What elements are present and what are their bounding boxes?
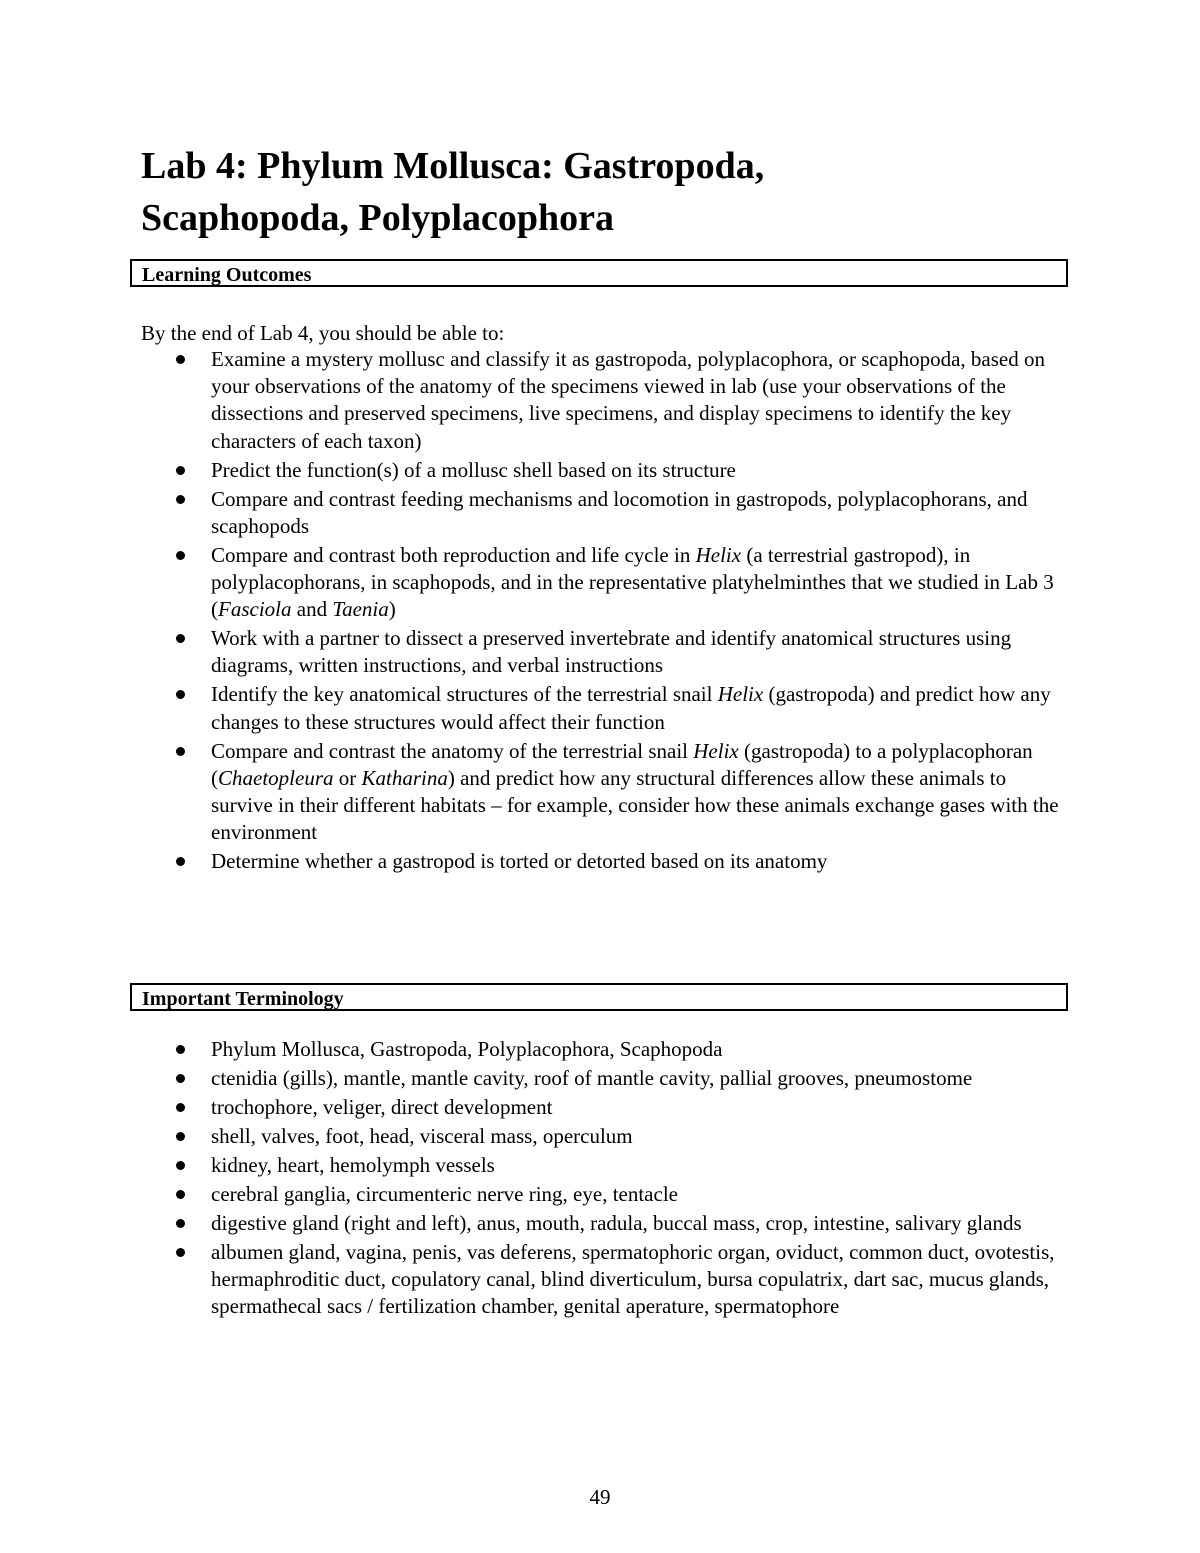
learning-outcomes-heading: Learning Outcomes <box>142 264 312 286</box>
list-item-text: digestive gland (right and left), anus, mouth, radula, buccal mass, crop, intestine, salivary glands <box>211 1211 1022 1235</box>
bullet-icon <box>176 747 185 756</box>
bullet-icon <box>176 551 185 560</box>
list-item <box>166 1065 1066 1092</box>
bullet-icon <box>176 1103 185 1112</box>
list-item-text: Compare and contrast both reproduction and life cycle in Helix (a terrestrial gastropod), in polyplacophorans, in scaphopods, and in the representative platyhelminthes that we studied in Lab 3 (Fasciola and Taenia) <box>211 542 1054 622</box>
list-item-text: Compare and contrast feeding mechanisms and locomotion in gastropods, polyplacophorans, and scaphopods <box>211 486 1028 538</box>
taxon-name: Fasciola <box>218 597 292 622</box>
taxon-name: Chaetopleura <box>218 765 334 790</box>
bullet-icon <box>176 1074 185 1083</box>
bullet-icon <box>176 1248 185 1257</box>
list-item-text: ctenidia (gills), mantle, mantle cavity, roof of mantle cavity, pallial grooves, pneumostome <box>211 1066 973 1090</box>
list-item-text: Determine whether a gastropod is torted or detorted based on its anatomy <box>211 849 828 874</box>
learning-outcomes-header-box <box>130 259 1068 287</box>
bullet-icon <box>176 634 185 643</box>
learning-outcomes-list <box>166 346 1066 877</box>
bullet-icon <box>176 1045 185 1054</box>
important-terminology-header-box <box>130 983 1068 1011</box>
taxon-name: Helix <box>695 542 742 567</box>
taxon-name: Helix <box>717 682 764 707</box>
list-item <box>166 1094 1066 1121</box>
bullet-icon <box>176 466 185 475</box>
list-item-text: Identify the key anatomical structures of the terrestrial snail Helix (gastropoda) and predict how any changes to these structures would affect their function <box>211 682 1051 734</box>
bullet-icon <box>176 1190 185 1199</box>
taxon-name: Taenia <box>332 597 389 622</box>
learning-outcomes-intro: By the end of Lab 4, you should be able to: <box>141 321 505 345</box>
list-item <box>166 542 1066 624</box>
list-item <box>166 1210 1066 1237</box>
list-item-text: shell, valves, foot, head, visceral mass, operculum <box>211 1124 633 1148</box>
page-title <box>141 140 1081 244</box>
important-terminology-list <box>166 1036 1066 1322</box>
list-item <box>166 1239 1066 1321</box>
list-item <box>166 738 1066 847</box>
list-item-text: cerebral ganglia, circumenteric nerve ring, eye, tentacle <box>211 1182 678 1206</box>
list-item <box>166 1036 1066 1063</box>
list-item-text: Compare and contrast the anatomy of the terrestrial snail Helix (gastropoda) to a polyplacophoran (Chaetopleura or Katharina) and predict how any structural differences allow these animals to survive in their different habitats – for example, consider how these animals exchange gases with the environment <box>211 738 1059 845</box>
taxon-name: Katharina <box>361 765 448 790</box>
list-item <box>166 681 1066 735</box>
list-item <box>166 457 1066 484</box>
list-item <box>166 848 1066 875</box>
list-item <box>166 625 1066 679</box>
page-title-line-1: Lab 4: Phylum Mollusca: Gastropoda, <box>141 145 765 187</box>
list-item <box>166 1181 1066 1208</box>
list-item <box>166 346 1066 455</box>
bullet-icon <box>176 1132 185 1141</box>
list-item <box>166 1152 1066 1179</box>
bullet-icon <box>176 690 185 699</box>
list-item <box>166 1123 1066 1150</box>
bullet-icon <box>176 495 185 504</box>
list-item-text: trochophore, veliger, direct development <box>211 1095 553 1119</box>
list-item-text: Examine a mystery mollusc and classify it as gastropoda, polyplacophora, or scaphopoda, based on your observations of the anatomy of the specimens viewed in lab (use your observations of the dissections and preserved specimens, live specimens, and display specimens to identify the key characters of each taxon) <box>211 347 1045 453</box>
page-number: 49 <box>589 1485 611 1509</box>
list-item-text: kidney, heart, hemolymph vessels <box>211 1153 495 1177</box>
important-terminology-heading: Important Terminology <box>142 988 344 1010</box>
bullet-icon <box>176 355 185 364</box>
list-item-text: Phylum Mollusca, Gastropoda, Polyplacophora, Scaphopoda <box>211 1037 723 1061</box>
taxon-name: Helix <box>693 738 739 763</box>
bullet-icon <box>176 857 185 866</box>
list-item <box>166 486 1066 540</box>
bullet-icon <box>176 1161 185 1170</box>
page-title-line-2: Scaphopoda, Polyplacophora <box>141 197 614 239</box>
list-item-text: Predict the function(s) of a mollusc shell based on its structure <box>211 457 736 482</box>
list-item-text: Work with a partner to dissect a preserved invertebrate and identify anatomical structures using diagrams, written instructions, and verbal instructions <box>211 626 1012 678</box>
list-item-text: albumen gland, vagina, penis, vas deferens, spermatophoric organ, oviduct, common duct, ovotestis, hermaphroditic duct, copulatory canal, blind diverticulum, bursa copulatrix, dart sac, mucus glands, spermathecal sacs / fertilization chamber, genital aperature, spermatophore <box>211 1240 1055 1319</box>
bullet-icon <box>176 1219 185 1228</box>
